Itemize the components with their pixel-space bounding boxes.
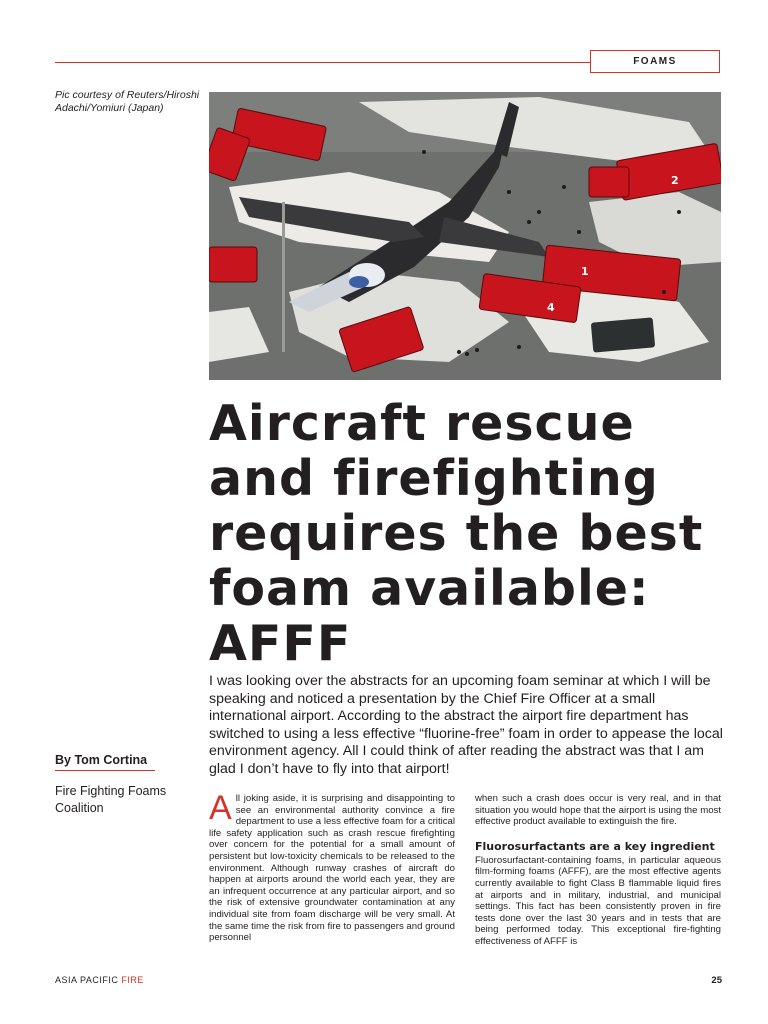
truck-number-1: 1	[581, 265, 589, 278]
section-label: FOAMS	[590, 50, 720, 73]
article-standfirst: I was looking over the abstracts for an upcoming foam seminar at which I will be speaking and noticed a presentation by the Chief Fire Officer at a small international airport. According to the abstract the airport fire department has switched to using a less effective “fluorine-free” foam in order to appease the local environment agency. All I could think of after reading the abstract was that I am glad I don’t have to fly into that airport!	[209, 673, 723, 777]
crash-scene-illustration	[209, 92, 721, 380]
publication-prefix: ASIA PACIFIC	[55, 975, 122, 985]
body-paragraph-2: when such a crash does occur is very real, and in that situation you would hope that the airport is using the most effective product available to extinguish the fire.	[475, 793, 721, 828]
author-byline: By Tom Cortina	[55, 753, 155, 771]
truck-number-4: 4	[547, 301, 555, 314]
body-paragraph-1: ll joking aside, it is surprising and disappointing to see an environmental authority convince a fire department to use a less effective foam for a critical life safety application such as crash rescue firefighting over concern for the potential for a small amount of persistent but low-toxicity chemicals to be released to the environment. Although runway crashes of aircraft do happen at airports around the world each year, they are an infrequent occurrence at any particular airport, and so the risk of extensive groundwater contamination at any individual site from foam discharge will be very small. At the same time the risk from fire to passengers and ground personnel	[209, 793, 455, 944]
article-headline: Aircraft rescue and firefighting requires the best foam available: AFFF	[209, 395, 704, 672]
crash-scene-photo	[209, 92, 721, 380]
drop-cap: A	[209, 789, 232, 827]
page-number: 25	[711, 975, 722, 986]
header-rule	[55, 62, 590, 63]
body-paragraph-3: Fluorosurfactant-containing foams, in particular aqueous film-forming foams (AFFF), are the most effective agents currently available to fight Class B flammable liquid fires at airports and in military, industrial, and municipal settings. This fact has been consistently proven in fire tests done over the last 30 years and in tests that are being performed today. This exceptional fire-fighting effectiveness of AFFF is	[475, 854, 721, 947]
photo-credit: Pic courtesy of Reuters/Hiroshi Adachi/Yomiuri (Japan)	[55, 89, 200, 114]
body-column-1	[209, 789, 455, 944]
truck-number-2: 2	[671, 174, 679, 187]
body-column-2	[475, 793, 721, 948]
publication-accent: FIRE	[121, 975, 144, 985]
author-affiliation: Fire Fighting Foams Coalition	[55, 784, 167, 815]
section-subhead: Fluorosurfactants are a key ingredient	[475, 839, 715, 853]
publication-name	[55, 975, 144, 985]
